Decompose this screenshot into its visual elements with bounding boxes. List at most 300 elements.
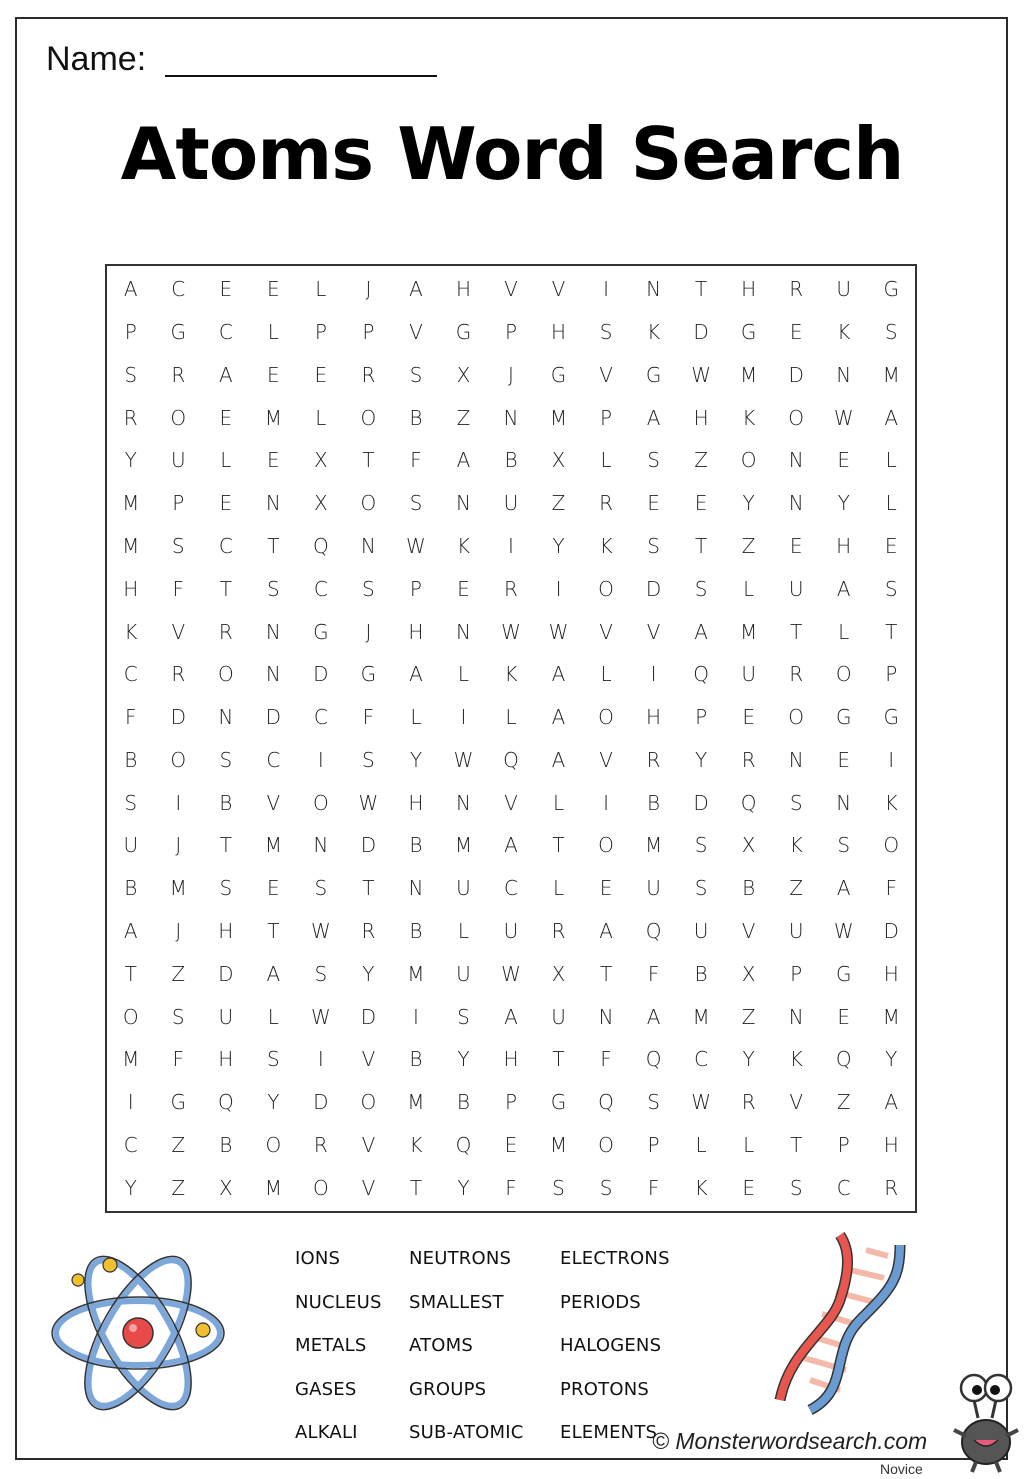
grid-letter[interactable]: P [362, 320, 375, 345]
grid-letter[interactable]: Y [742, 1047, 755, 1072]
grid-letter[interactable]: R [551, 918, 566, 943]
grid-letter[interactable]: S [457, 1004, 470, 1029]
grid-letter[interactable]: I [508, 534, 514, 559]
grid-letter[interactable]: R [361, 918, 376, 943]
grid-letter[interactable]: B [219, 790, 233, 815]
grid-letter[interactable]: B [694, 961, 708, 986]
grid-letter[interactable]: Z [741, 1004, 756, 1029]
grid-letter[interactable]: T [267, 918, 280, 943]
grid-letter[interactable]: Z [171, 1132, 186, 1157]
grid-letter[interactable]: S [171, 1004, 185, 1029]
copyright-link[interactable]: © Monsterwordsearch.com [652, 1428, 928, 1454]
grid-letter[interactable]: E [267, 277, 280, 302]
grid-letter[interactable]: D [313, 1090, 329, 1115]
grid-letter[interactable]: M [882, 1004, 900, 1029]
grid-letter[interactable]: Y [267, 1090, 280, 1115]
grid-letter[interactable]: O [740, 448, 757, 473]
grid-letter[interactable]: H [455, 277, 471, 302]
grid-letter[interactable]: S [599, 1175, 613, 1200]
grid-letter[interactable]: I [888, 747, 895, 772]
grid-letter[interactable]: A [694, 619, 708, 644]
grid-letter[interactable]: D [788, 362, 804, 387]
grid-letter[interactable]: N [265, 491, 281, 516]
grid-letter[interactable]: B [409, 918, 423, 943]
grid-letter[interactable]: M [549, 405, 568, 430]
grid-letter[interactable]: O [788, 705, 805, 730]
grid-letter[interactable]: S [789, 1175, 803, 1200]
grid-letter[interactable]: R [741, 747, 756, 772]
grid-letter[interactable]: A [599, 918, 613, 943]
grid-letter[interactable]: Y [124, 1175, 137, 1200]
grid-letter[interactable]: L [315, 277, 327, 302]
grid-letter[interactable]: P [600, 405, 613, 430]
grid-letter[interactable]: A [836, 576, 851, 601]
grid-letter[interactable]: O [217, 662, 234, 687]
grid-letter[interactable]: G [740, 320, 757, 345]
grid-letter[interactable]: T [267, 534, 280, 559]
grid-letter[interactable]: P [504, 1090, 518, 1115]
grid-letter[interactable]: A [551, 747, 566, 772]
grid-letter[interactable]: G [835, 961, 852, 986]
grid-letter[interactable]: N [598, 1004, 614, 1029]
grid-letter[interactable]: A [409, 662, 423, 687]
grid-letter[interactable]: L [600, 448, 612, 473]
grid-letter[interactable]: V [789, 1090, 804, 1115]
grid-letter[interactable]: T [552, 1047, 565, 1072]
grid-letter[interactable]: H [836, 534, 852, 559]
grid-letter[interactable]: N [788, 747, 804, 772]
grid-letter[interactable]: X [314, 448, 328, 473]
grid-letter[interactable]: C [218, 534, 233, 559]
grid-letter[interactable]: O [170, 747, 187, 772]
grid-letter[interactable]: P [124, 320, 137, 345]
grid-letter[interactable]: L [267, 320, 279, 345]
grid-letter[interactable]: N [646, 277, 662, 302]
grid-letter[interactable]: G [550, 362, 567, 387]
grid-letter[interactable]: B [409, 833, 423, 858]
grid-letter[interactable]: T [695, 534, 708, 559]
grid-letter[interactable]: F [125, 705, 137, 730]
grid-letter[interactable]: G [313, 619, 329, 644]
grid-letter[interactable]: M [264, 833, 282, 858]
grid-letter[interactable]: U [646, 876, 661, 901]
grid-letter[interactable]: A [504, 1004, 518, 1029]
grid-letter[interactable]: P [172, 491, 185, 516]
grid-letter[interactable]: T [599, 961, 613, 986]
grid-letter[interactable]: O [360, 491, 377, 516]
grid-letter[interactable]: K [456, 534, 471, 559]
grid-letter[interactable]: U [123, 833, 139, 858]
grid-letter[interactable]: J [508, 362, 514, 387]
grid-letter[interactable]: L [885, 448, 897, 473]
grid-letter[interactable]: W [358, 790, 379, 815]
grid-letter[interactable]: O [265, 1132, 282, 1157]
grid-letter[interactable]: P [504, 320, 518, 345]
grid-letter[interactable]: Z [694, 448, 708, 473]
grid-letter[interactable]: A [266, 961, 281, 986]
grid-letter[interactable]: G [360, 662, 377, 687]
grid-letter[interactable]: D [170, 705, 186, 730]
grid-letter[interactable]: O [360, 1090, 377, 1115]
grid-letter[interactable]: O [360, 405, 377, 430]
grid-letter[interactable]: Z [836, 1090, 851, 1115]
grid-letter[interactable]: M [407, 961, 425, 986]
grid-letter[interactable]: H [218, 918, 234, 943]
grid-letter[interactable]: A [218, 362, 233, 387]
grid-letter[interactable]: J [175, 833, 182, 858]
grid-letter[interactable]: Q [693, 662, 709, 687]
grid-letter[interactable]: Q [645, 1047, 662, 1072]
grid-letter[interactable]: E [219, 491, 233, 516]
grid-letter[interactable]: T [124, 961, 137, 986]
grid-letter[interactable]: J [365, 277, 372, 302]
grid-letter[interactable]: U [503, 918, 519, 943]
grid-letter[interactable]: J [365, 619, 372, 644]
grid-letter[interactable]: H [741, 277, 757, 302]
grid-letter[interactable]: K [124, 619, 138, 644]
grid-letter[interactable]: A [884, 405, 899, 430]
grid-letter[interactable]: F [172, 576, 185, 601]
grid-letter[interactable]: R [884, 1175, 899, 1200]
grid-letter[interactable]: T [362, 448, 375, 473]
grid-letter[interactable]: S [647, 1090, 660, 1115]
grid-letter[interactable]: U [788, 918, 804, 943]
grid-letter[interactable]: D [883, 918, 899, 943]
grid-letter[interactable]: W [691, 362, 711, 387]
grid-letter[interactable]: K [789, 1047, 803, 1072]
grid-letter[interactable]: S [409, 362, 423, 387]
grid-letter[interactable]: V [409, 320, 423, 345]
grid-letter[interactable]: N [265, 619, 281, 644]
grid-letter[interactable]: T [219, 833, 232, 858]
grid-letter[interactable]: C [836, 1175, 851, 1200]
grid-letter[interactable]: A [123, 918, 138, 943]
grid-letter[interactable]: Y [742, 491, 755, 516]
grid-letter[interactable]: S [314, 876, 328, 901]
grid-letter[interactable]: N [836, 790, 852, 815]
grid-letter[interactable]: S [837, 833, 851, 858]
grid-letter[interactable]: W [833, 918, 854, 943]
grid-letter[interactable]: T [219, 576, 232, 601]
grid-letter[interactable]: O [122, 1004, 139, 1029]
grid-letter[interactable]: E [267, 448, 280, 473]
grid-letter[interactable]: A [836, 876, 851, 901]
grid-letter[interactable]: Y [124, 448, 137, 473]
grid-letter[interactable]: V [266, 790, 281, 815]
grid-letter[interactable]: V [504, 790, 518, 815]
grid-letter[interactable]: U [741, 662, 756, 687]
grid-letter[interactable]: K [884, 790, 898, 815]
grid-letter[interactable]: S [362, 747, 375, 772]
grid-letter[interactable]: R [123, 405, 138, 430]
grid-letter[interactable]: L [838, 619, 850, 644]
grid-letter[interactable]: P [837, 1132, 850, 1157]
grid-letter[interactable]: F [600, 1047, 612, 1072]
grid-letter[interactable]: Z [171, 1175, 186, 1200]
grid-letter[interactable]: W [310, 1004, 331, 1029]
grid-letter[interactable]: E [457, 576, 470, 601]
grid-letter[interactable]: F [885, 876, 897, 901]
grid-letter[interactable]: L [743, 1132, 755, 1157]
grid-letter[interactable]: S [219, 876, 233, 901]
grid-letter[interactable]: U [551, 1004, 566, 1029]
grid-letter[interactable]: X [218, 1175, 233, 1200]
grid-letter[interactable]: D [360, 1004, 377, 1029]
grid-letter[interactable]: F [647, 961, 660, 986]
grid-letter[interactable]: L [267, 1004, 279, 1029]
grid-letter[interactable]: B [742, 876, 756, 901]
grid-letter[interactable]: D [313, 662, 329, 687]
grid-letter[interactable]: G [170, 320, 187, 345]
grid-letter[interactable]: R [171, 662, 186, 687]
grid-letter[interactable]: X [456, 362, 471, 387]
grid-letter[interactable]: E [837, 747, 851, 772]
grid-letter[interactable]: E [267, 876, 280, 901]
grid-letter[interactable]: H [218, 1047, 234, 1072]
grid-letter[interactable]: N [836, 362, 852, 387]
grid-letter[interactable]: Y [695, 747, 708, 772]
word-search-grid[interactable] [107, 266, 915, 1211]
grid-letter[interactable]: U [788, 576, 804, 601]
grid-letter[interactable]: Y [552, 534, 565, 559]
grid-letter[interactable]: E [647, 491, 660, 516]
grid-letter[interactable]: K [789, 833, 803, 858]
grid-letter[interactable]: X [551, 961, 566, 986]
grid-letter[interactable]: P [790, 961, 803, 986]
grid-letter[interactable]: Z [551, 491, 566, 516]
grid-letter[interactable]: T [790, 1132, 803, 1157]
grid-letter[interactable]: R [218, 619, 233, 644]
grid-letter[interactable]: A [551, 705, 566, 730]
grid-letter[interactable]: M [882, 362, 900, 387]
grid-letter[interactable]: N [218, 705, 234, 730]
grid-letter[interactable]: C [123, 662, 138, 687]
grid-letter[interactable]: D [693, 320, 709, 345]
grid-letter[interactable]: Z [456, 405, 471, 430]
grid-letter[interactable]: K [742, 405, 756, 430]
grid-letter[interactable]: S [266, 576, 280, 601]
grid-letter[interactable]: I [127, 1090, 134, 1115]
grid-letter[interactable]: X [551, 448, 566, 473]
grid-letter[interactable]: E [267, 362, 280, 387]
grid-letter[interactable]: E [884, 534, 898, 559]
grid-letter[interactable]: Q [740, 790, 757, 815]
grid-letter[interactable]: V [171, 619, 186, 644]
grid-letter[interactable]: P [409, 576, 422, 601]
grid-letter[interactable]: B [124, 876, 138, 901]
grid-letter[interactable]: P [647, 1132, 660, 1157]
grid-letter[interactable]: Y [409, 747, 423, 772]
grid-letter[interactable]: S [647, 448, 660, 473]
grid-letter[interactable]: D [693, 790, 709, 815]
grid-letter[interactable]: S [694, 576, 708, 601]
grid-letter[interactable]: N [408, 876, 424, 901]
grid-letter[interactable]: E [742, 1175, 755, 1200]
grid-letter[interactable]: U [218, 1004, 234, 1029]
grid-letter[interactable]: Z [741, 534, 756, 559]
grid-letter[interactable]: L [743, 576, 755, 601]
grid-letter[interactable]: W [548, 619, 569, 644]
grid-letter[interactable]: M [122, 491, 140, 516]
grid-letter[interactable]: C [123, 1132, 138, 1157]
grid-letter[interactable]: B [647, 790, 661, 815]
grid-letter[interactable]: H [883, 1132, 899, 1157]
grid-letter[interactable]: I [603, 277, 609, 302]
grid-letter[interactable]: T [552, 833, 565, 858]
grid-letter[interactable]: T [695, 277, 708, 302]
grid-letter[interactable]: T [362, 876, 375, 901]
grid-letter[interactable]: G [645, 362, 662, 387]
grid-letter[interactable]: R [646, 747, 661, 772]
grid-letter[interactable]: T [790, 619, 803, 644]
grid-letter[interactable]: O [598, 705, 614, 730]
grid-letter[interactable]: T [885, 619, 898, 644]
grid-letter[interactable]: V [361, 1132, 376, 1157]
grid-letter[interactable]: S [219, 747, 233, 772]
grid-letter[interactable]: Y [457, 1175, 470, 1200]
grid-letter[interactable]: Y [837, 491, 850, 516]
grid-letter[interactable]: L [410, 705, 422, 730]
grid-letter[interactable]: O [313, 790, 329, 815]
grid-letter[interactable]: D [645, 576, 662, 601]
grid-letter[interactable]: I [650, 662, 657, 687]
grid-letter[interactable]: Q [645, 918, 662, 943]
grid-letter[interactable]: S [599, 320, 613, 345]
grid-letter[interactable]: Z [171, 961, 186, 986]
grid-letter[interactable]: L [885, 491, 897, 516]
grid-letter[interactable]: E [837, 448, 851, 473]
grid-letter[interactable]: G [550, 1090, 567, 1115]
grid-letter[interactable]: G [455, 320, 472, 345]
grid-letter[interactable]: O [598, 833, 614, 858]
grid-letter[interactable]: E [504, 1132, 518, 1157]
grid-letter[interactable]: O [170, 405, 187, 430]
grid-letter[interactable]: G [835, 705, 852, 730]
grid-letter[interactable]: E [219, 277, 233, 302]
grid-letter[interactable]: Q [598, 1090, 614, 1115]
grid-letter[interactable]: A [504, 833, 518, 858]
grid-letter[interactable]: N [455, 619, 471, 644]
grid-letter[interactable]: O [598, 576, 614, 601]
grid-letter[interactable]: I [555, 576, 562, 601]
grid-letter[interactable]: F [410, 448, 422, 473]
grid-letter[interactable]: E [314, 362, 328, 387]
grid-letter[interactable]: I [412, 1004, 419, 1029]
grid-letter[interactable]: X [741, 833, 756, 858]
grid-letter[interactable]: N [503, 405, 519, 430]
grid-letter[interactable]: E [742, 705, 755, 730]
grid-letter[interactable]: P [314, 320, 327, 345]
grid-letter[interactable]: M [169, 876, 187, 901]
grid-letter[interactable]: K [504, 662, 518, 687]
grid-letter[interactable]: F [647, 1175, 660, 1200]
grid-letter[interactable]: M [122, 1047, 140, 1072]
grid-letter[interactable]: E [837, 1004, 851, 1029]
grid-letter[interactable]: V [361, 1047, 376, 1072]
grid-letter[interactable]: Q [835, 1047, 852, 1072]
grid-letter[interactable]: U [456, 876, 471, 901]
grid-letter[interactable]: G [883, 277, 899, 302]
grid-letter[interactable]: I [460, 705, 467, 730]
grid-letter[interactable]: W [833, 405, 854, 430]
grid-letter[interactable]: S [314, 961, 328, 986]
grid-letter[interactable]: B [409, 405, 423, 430]
grid-letter[interactable]: W [310, 918, 331, 943]
grid-letter[interactable]: L [695, 1132, 707, 1157]
grid-letter[interactable]: M [264, 1175, 282, 1200]
grid-letter[interactable]: E [789, 320, 803, 345]
grid-letter[interactable]: R [741, 1090, 756, 1115]
grid-letter[interactable]: N [788, 491, 804, 516]
grid-letter[interactable]: C [171, 277, 186, 302]
grid-letter[interactable]: U [170, 448, 186, 473]
grid-letter[interactable]: H [503, 1047, 519, 1072]
grid-letter[interactable]: L [552, 790, 565, 815]
grid-letter[interactable]: S [884, 320, 898, 345]
grid-letter[interactable]: M [264, 405, 282, 430]
grid-letter[interactable]: I [317, 1047, 324, 1072]
grid-letter[interactable]: Q [503, 747, 519, 772]
grid-letter[interactable]: K [647, 320, 661, 345]
grid-letter[interactable]: E [599, 876, 613, 901]
grid-letter[interactable]: S [694, 876, 708, 901]
grid-letter[interactable]: L [315, 405, 327, 430]
grid-letter[interactable]: L [505, 705, 517, 730]
grid-letter[interactable]: O [598, 1132, 614, 1157]
grid-letter[interactable]: M [454, 833, 473, 858]
grid-letter[interactable]: M [122, 534, 140, 559]
grid-letter[interactable]: C [504, 876, 518, 901]
grid-letter[interactable]: Y [362, 961, 375, 986]
grid-letter[interactable]: L [552, 876, 565, 901]
grid-letter[interactable]: W [453, 747, 474, 772]
grid-letter[interactable]: C [694, 1047, 709, 1072]
grid-letter[interactable]: V [504, 277, 518, 302]
grid-letter[interactable]: V [741, 918, 756, 943]
grid-letter[interactable]: Y [457, 1047, 470, 1072]
grid-letter[interactable]: S [171, 534, 185, 559]
grid-letter[interactable]: M [549, 1132, 568, 1157]
grid-letter[interactable]: F [362, 705, 375, 730]
grid-letter[interactable]: P [695, 705, 708, 730]
grid-letter[interactable]: A [646, 405, 661, 430]
grid-letter[interactable]: V [599, 619, 613, 644]
grid-letter[interactable]: D [360, 833, 377, 858]
grid-letter[interactable]: I [175, 790, 182, 815]
grid-letter[interactable]: H [693, 405, 709, 430]
grid-letter[interactable]: O [313, 1175, 329, 1200]
grid-letter[interactable]: B [504, 448, 518, 473]
grid-letter[interactable]: Q [313, 534, 329, 559]
grid-letter[interactable]: E [694, 491, 708, 516]
grid-letter[interactable]: A [456, 448, 471, 473]
grid-letter[interactable]: C [313, 705, 328, 730]
grid-letter[interactable]: M [740, 362, 758, 387]
grid-letter[interactable]: D [265, 705, 282, 730]
grid-letter[interactable]: W [501, 619, 521, 644]
grid-letter[interactable]: N [788, 448, 804, 473]
grid-letter[interactable]: N [360, 534, 376, 559]
grid-letter[interactable]: U [503, 491, 519, 516]
grid-letter[interactable]: K [599, 534, 613, 559]
grid-letter[interactable]: K [837, 320, 851, 345]
grid-letter[interactable]: I [317, 747, 324, 772]
grid-letter[interactable]: V [646, 619, 661, 644]
grid-letter[interactable]: S [124, 790, 138, 815]
grid-letter[interactable]: R [361, 362, 376, 387]
grid-letter[interactable]: C [266, 747, 281, 772]
grid-letter[interactable]: B [219, 1132, 233, 1157]
